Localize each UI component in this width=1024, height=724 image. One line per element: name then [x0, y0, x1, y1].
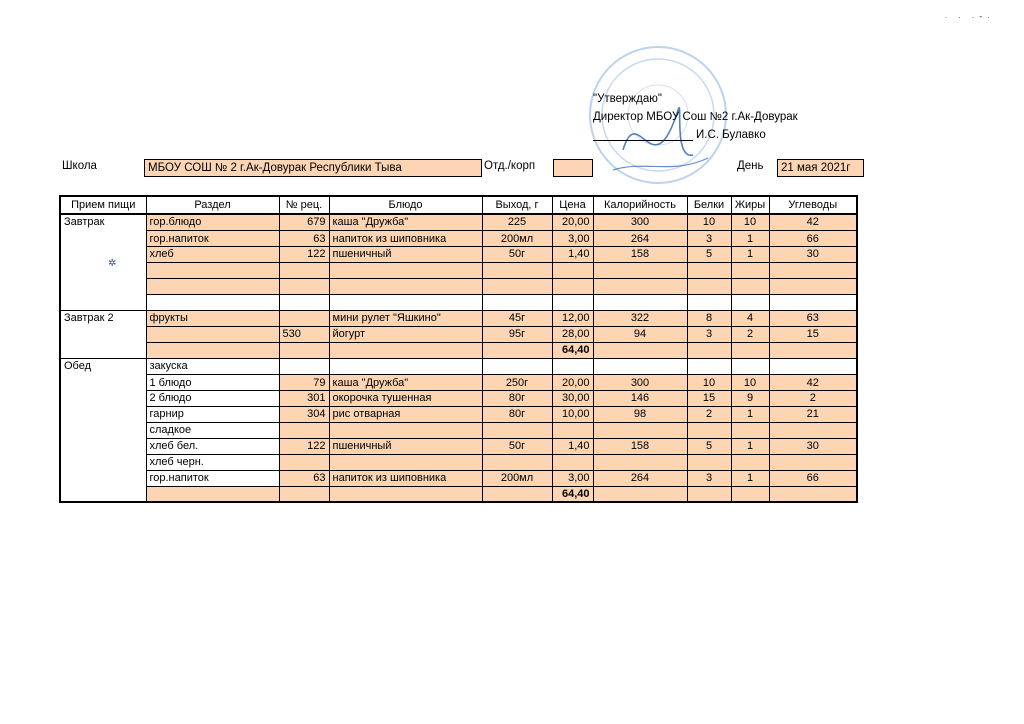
- menu-table: [59, 195, 858, 503]
- cell-fat[interactable]: 1: [731, 438, 769, 454]
- cell-fat[interactable]: 10: [731, 374, 769, 390]
- cell-empty[interactable]: [329, 262, 482, 278]
- cell-empty[interactable]: [552, 358, 593, 374]
- cell-empty[interactable]: [482, 422, 552, 438]
- cell-empty[interactable]: [687, 342, 731, 358]
- col-recipe: № рец.: [279, 196, 329, 214]
- cell-empty: [593, 294, 687, 310]
- cell-empty[interactable]: [552, 278, 593, 294]
- approval-position: Директор МБОУ Сош №2 г.Ак-Довурак: [593, 111, 798, 123]
- cell-empty[interactable]: [279, 454, 329, 470]
- cell-calories[interactable]: 146: [593, 390, 687, 406]
- table-row-total: [60, 486, 857, 502]
- cell-recipe[interactable]: 301: [279, 390, 329, 406]
- table-row: [60, 246, 857, 262]
- cell-empty[interactable]: [146, 342, 279, 358]
- col-section: Раздел: [146, 196, 279, 214]
- cell-protein[interactable]: 8: [687, 310, 731, 326]
- col-dish: Блюдо: [329, 196, 482, 214]
- meal-lunch: Обед: [60, 358, 146, 502]
- cell-recipe[interactable]: 530: [279, 326, 329, 342]
- cell-calories[interactable]: 158: [593, 246, 687, 262]
- cell-empty[interactable]: [329, 486, 482, 502]
- cell-carbs[interactable]: 15: [769, 326, 857, 342]
- cell-fat[interactable]: 1: [731, 246, 769, 262]
- table-row-empty: [60, 294, 857, 310]
- col-carbs: Углеводы: [769, 196, 857, 214]
- cell-fat[interactable]: 2: [731, 326, 769, 342]
- table-row: [60, 230, 857, 246]
- cell-price[interactable]: 1,40: [552, 438, 593, 454]
- cell-empty[interactable]: [687, 486, 731, 502]
- ink-mark-icon: ✲: [108, 258, 117, 269]
- cell-empty[interactable]: [279, 358, 329, 374]
- cell-empty[interactable]: [687, 262, 731, 278]
- dept-label: Отд./корп: [484, 160, 536, 172]
- cell-calories[interactable]: 158: [593, 438, 687, 454]
- cell-calories[interactable]: 98: [593, 406, 687, 422]
- cell-calories[interactable]: 322: [593, 310, 687, 326]
- cell-section[interactable]: сладкое: [146, 422, 279, 438]
- cell-empty[interactable]: [482, 278, 552, 294]
- table-row: [60, 390, 857, 406]
- cell-recipe[interactable]: 63: [279, 470, 329, 486]
- cell-recipe[interactable]: 122: [279, 438, 329, 454]
- cell-empty[interactable]: [329, 422, 482, 438]
- cell-empty[interactable]: [769, 422, 857, 438]
- cell-protein[interactable]: 3: [687, 326, 731, 342]
- cell-section[interactable]: 1 блюдо: [146, 374, 279, 390]
- cell-recipe[interactable]: 63: [279, 230, 329, 246]
- cell-carbs[interactable]: 66: [769, 230, 857, 246]
- cell-carbs[interactable]: 21: [769, 406, 857, 422]
- table-row-total: [60, 342, 857, 358]
- table-row: [60, 454, 857, 470]
- cell-price[interactable]: 12,00: [552, 310, 593, 326]
- cell-price[interactable]: 3,00: [552, 230, 593, 246]
- cell-section[interactable]: хлеб черн.: [146, 454, 279, 470]
- cell-empty[interactable]: [593, 422, 687, 438]
- cell-protein[interactable]: 3: [687, 230, 731, 246]
- cell-calories[interactable]: 94: [593, 326, 687, 342]
- cell-recipe[interactable]: 79: [279, 374, 329, 390]
- cell-empty[interactable]: [146, 486, 279, 502]
- table-row: [60, 214, 857, 230]
- cell-empty[interactable]: [279, 486, 329, 502]
- cell-carbs[interactable]: 63: [769, 310, 857, 326]
- cell-empty[interactable]: [731, 262, 769, 278]
- cell-fat[interactable]: 9: [731, 390, 769, 406]
- cell-empty[interactable]: [482, 486, 552, 502]
- table-row-empty: [60, 278, 857, 294]
- col-price: Цена: [552, 196, 593, 214]
- cell-dish[interactable]: напиток из шиповника: [329, 470, 482, 486]
- cell-empty[interactable]: [482, 358, 552, 374]
- cell-price[interactable]: 20,00: [552, 374, 593, 390]
- dept-field[interactable]: [553, 159, 593, 177]
- table-row: [60, 470, 857, 486]
- cell-empty: [146, 294, 279, 310]
- cell-empty[interactable]: [769, 278, 857, 294]
- cell-empty: [329, 294, 482, 310]
- cell-dish[interactable]: окорочка тушенная: [329, 390, 482, 406]
- cell-empty[interactable]: [146, 278, 279, 294]
- cell-fat[interactable]: 10: [731, 214, 769, 230]
- cell-output[interactable]: 45г: [482, 310, 552, 326]
- cell-dish[interactable]: рис отварная: [329, 406, 482, 422]
- cell-empty[interactable]: [279, 422, 329, 438]
- cell-empty[interactable]: [687, 358, 731, 374]
- cell-price[interactable]: 10,00: [552, 406, 593, 422]
- cell-empty[interactable]: [769, 358, 857, 374]
- cell-protein[interactable]: 15: [687, 390, 731, 406]
- cell-empty[interactable]: [731, 342, 769, 358]
- cell-empty[interactable]: [731, 486, 769, 502]
- cell-section[interactable]: закуска: [146, 358, 279, 374]
- cell-output[interactable]: 50г: [482, 246, 552, 262]
- cell-calories[interactable]: 300: [593, 214, 687, 230]
- cell-empty[interactable]: [482, 454, 552, 470]
- cell-section[interactable]: фрукты: [146, 310, 279, 326]
- cell-calories[interactable]: 264: [593, 470, 687, 486]
- cell-empty: [687, 294, 731, 310]
- cell-dish[interactable]: каша "Дружба": [329, 374, 482, 390]
- cell-empty[interactable]: [687, 422, 731, 438]
- col-output: Выход, г: [482, 196, 552, 214]
- cell-price[interactable]: 1,40: [552, 246, 593, 262]
- total-price-lunch: 64,40: [552, 486, 593, 502]
- cell-empty[interactable]: [593, 342, 687, 358]
- cell-recipe[interactable]: 304: [279, 406, 329, 422]
- cell-output[interactable]: 80г: [482, 390, 552, 406]
- cell-empty[interactable]: [279, 262, 329, 278]
- cell-empty[interactable]: [329, 278, 482, 294]
- cell-empty[interactable]: [329, 342, 482, 358]
- cell-recipe[interactable]: [279, 310, 329, 326]
- cell-section[interactable]: гор.напиток: [146, 470, 279, 486]
- col-meal: Прием пищи: [60, 196, 146, 214]
- table-row: [60, 406, 857, 422]
- table-row: [60, 310, 857, 326]
- col-protein: Белки: [687, 196, 731, 214]
- cell-empty[interactable]: [769, 262, 857, 278]
- cell-dish[interactable]: мини рулет "Яшкино": [329, 310, 482, 326]
- cell-empty[interactable]: [146, 262, 279, 278]
- cell-price[interactable]: 3,00: [552, 470, 593, 486]
- cell-calories[interactable]: 300: [593, 374, 687, 390]
- cell-output[interactable]: 225: [482, 214, 552, 230]
- cell-output[interactable]: 200мл: [482, 470, 552, 486]
- table-row: [60, 358, 857, 374]
- cell-empty[interactable]: [329, 454, 482, 470]
- cell-fat[interactable]: 4: [731, 310, 769, 326]
- cell-carbs[interactable]: 30: [769, 246, 857, 262]
- cell-empty[interactable]: [279, 342, 329, 358]
- approval-title: "Утверждаю": [593, 93, 662, 105]
- cell-section[interactable]: 2 блюдо: [146, 390, 279, 406]
- col-fat: Жиры: [731, 196, 769, 214]
- cell-dish[interactable]: йогурт: [329, 326, 482, 342]
- cell-price[interactable]: 30,00: [552, 390, 593, 406]
- cell-protein[interactable]: 5: [687, 438, 731, 454]
- day-label: День: [737, 160, 764, 172]
- cell-empty: [482, 294, 552, 310]
- cell-empty[interactable]: [731, 422, 769, 438]
- cell-output[interactable]: 50г: [482, 438, 552, 454]
- cell-empty[interactable]: [279, 278, 329, 294]
- cell-empty[interactable]: [769, 342, 857, 358]
- cell-protein[interactable]: 10: [687, 214, 731, 230]
- cell-empty[interactable]: [731, 278, 769, 294]
- table-row-empty: [60, 262, 857, 278]
- cell-section[interactable]: хлеб бел.: [146, 438, 279, 454]
- table-header-row: [60, 196, 857, 214]
- meal-breakfast: Завтрак: [60, 214, 146, 310]
- cell-empty: [552, 294, 593, 310]
- cell-empty[interactable]: [552, 262, 593, 278]
- cell-price[interactable]: 20,00: [552, 214, 593, 230]
- cell-empty[interactable]: [687, 454, 731, 470]
- cell-protein[interactable]: 10: [687, 374, 731, 390]
- approval-signer: И.С. Булавко: [696, 129, 766, 141]
- cell-dish[interactable]: каша "Дружба": [329, 214, 482, 230]
- cell-protein[interactable]: 2: [687, 406, 731, 422]
- cell-fat[interactable]: 1: [731, 406, 769, 422]
- cell-carbs[interactable]: 66: [769, 470, 857, 486]
- table-row: [60, 438, 857, 454]
- cell-empty: [279, 294, 329, 310]
- cell-empty[interactable]: [552, 422, 593, 438]
- approval-block: [593, 90, 798, 144]
- cell-recipe[interactable]: 122: [279, 246, 329, 262]
- meal-breakfast-2: Завтрак 2: [60, 310, 146, 358]
- cell-fat[interactable]: 1: [731, 470, 769, 486]
- cell-protein[interactable]: 3: [687, 470, 731, 486]
- table-row: [60, 374, 857, 390]
- cell-recipe[interactable]: 679: [279, 214, 329, 230]
- cell-section[interactable]: [146, 326, 279, 342]
- cell-empty[interactable]: [482, 262, 552, 278]
- col-calories: Калорийность: [593, 196, 687, 214]
- scan-artifact: · · ·⁃·: [944, 12, 994, 22]
- cell-section[interactable]: гарнир: [146, 406, 279, 422]
- cell-empty[interactable]: [593, 262, 687, 278]
- cell-empty[interactable]: [687, 278, 731, 294]
- cell-output[interactable]: 200мл: [482, 230, 552, 246]
- cell-section[interactable]: гор.напиток: [146, 230, 279, 246]
- cell-output[interactable]: 80г: [482, 406, 552, 422]
- day-field[interactable]: 21 мая 2021г: [777, 159, 864, 177]
- school-label: Школа: [62, 160, 97, 172]
- cell-output[interactable]: 95г: [482, 326, 552, 342]
- cell-section[interactable]: гор.блюдо: [146, 214, 279, 230]
- cell-carbs[interactable]: 42: [769, 374, 857, 390]
- cell-carbs[interactable]: 42: [769, 214, 857, 230]
- total-price-breakfast2: 64,40: [552, 342, 593, 358]
- cell-empty: [769, 294, 857, 310]
- cell-empty[interactable]: [593, 278, 687, 294]
- cell-section[interactable]: хлеб: [146, 246, 279, 262]
- cell-empty[interactable]: [593, 486, 687, 502]
- table-row: [60, 326, 857, 342]
- cell-empty[interactable]: [593, 454, 687, 470]
- cell-fat[interactable]: 1: [731, 230, 769, 246]
- cell-carbs[interactable]: 30: [769, 438, 857, 454]
- cell-dish[interactable]: напиток из шиповника: [329, 230, 482, 246]
- cell-output[interactable]: 250г: [482, 374, 552, 390]
- cell-empty[interactable]: [552, 454, 593, 470]
- cell-price[interactable]: 28,00: [552, 326, 593, 342]
- cell-empty[interactable]: [482, 342, 552, 358]
- cell-dish[interactable]: пшеничный: [329, 438, 482, 454]
- cell-empty[interactable]: [731, 358, 769, 374]
- cell-protein[interactable]: 5: [687, 246, 731, 262]
- cell-empty[interactable]: [769, 454, 857, 470]
- cell-empty[interactable]: [769, 486, 857, 502]
- cell-empty[interactable]: [329, 358, 482, 374]
- cell-calories[interactable]: 264: [593, 230, 687, 246]
- cell-carbs[interactable]: 2: [769, 390, 857, 406]
- signature-line: [593, 140, 693, 141]
- cell-empty[interactable]: [593, 358, 687, 374]
- cell-empty: [731, 294, 769, 310]
- cell-empty[interactable]: [731, 454, 769, 470]
- cell-dish[interactable]: пшеничный: [329, 246, 482, 262]
- school-field[interactable]: МБОУ СОШ № 2 г.Ак-Довурак Республики Тыва: [144, 159, 482, 177]
- table-row: [60, 422, 857, 438]
